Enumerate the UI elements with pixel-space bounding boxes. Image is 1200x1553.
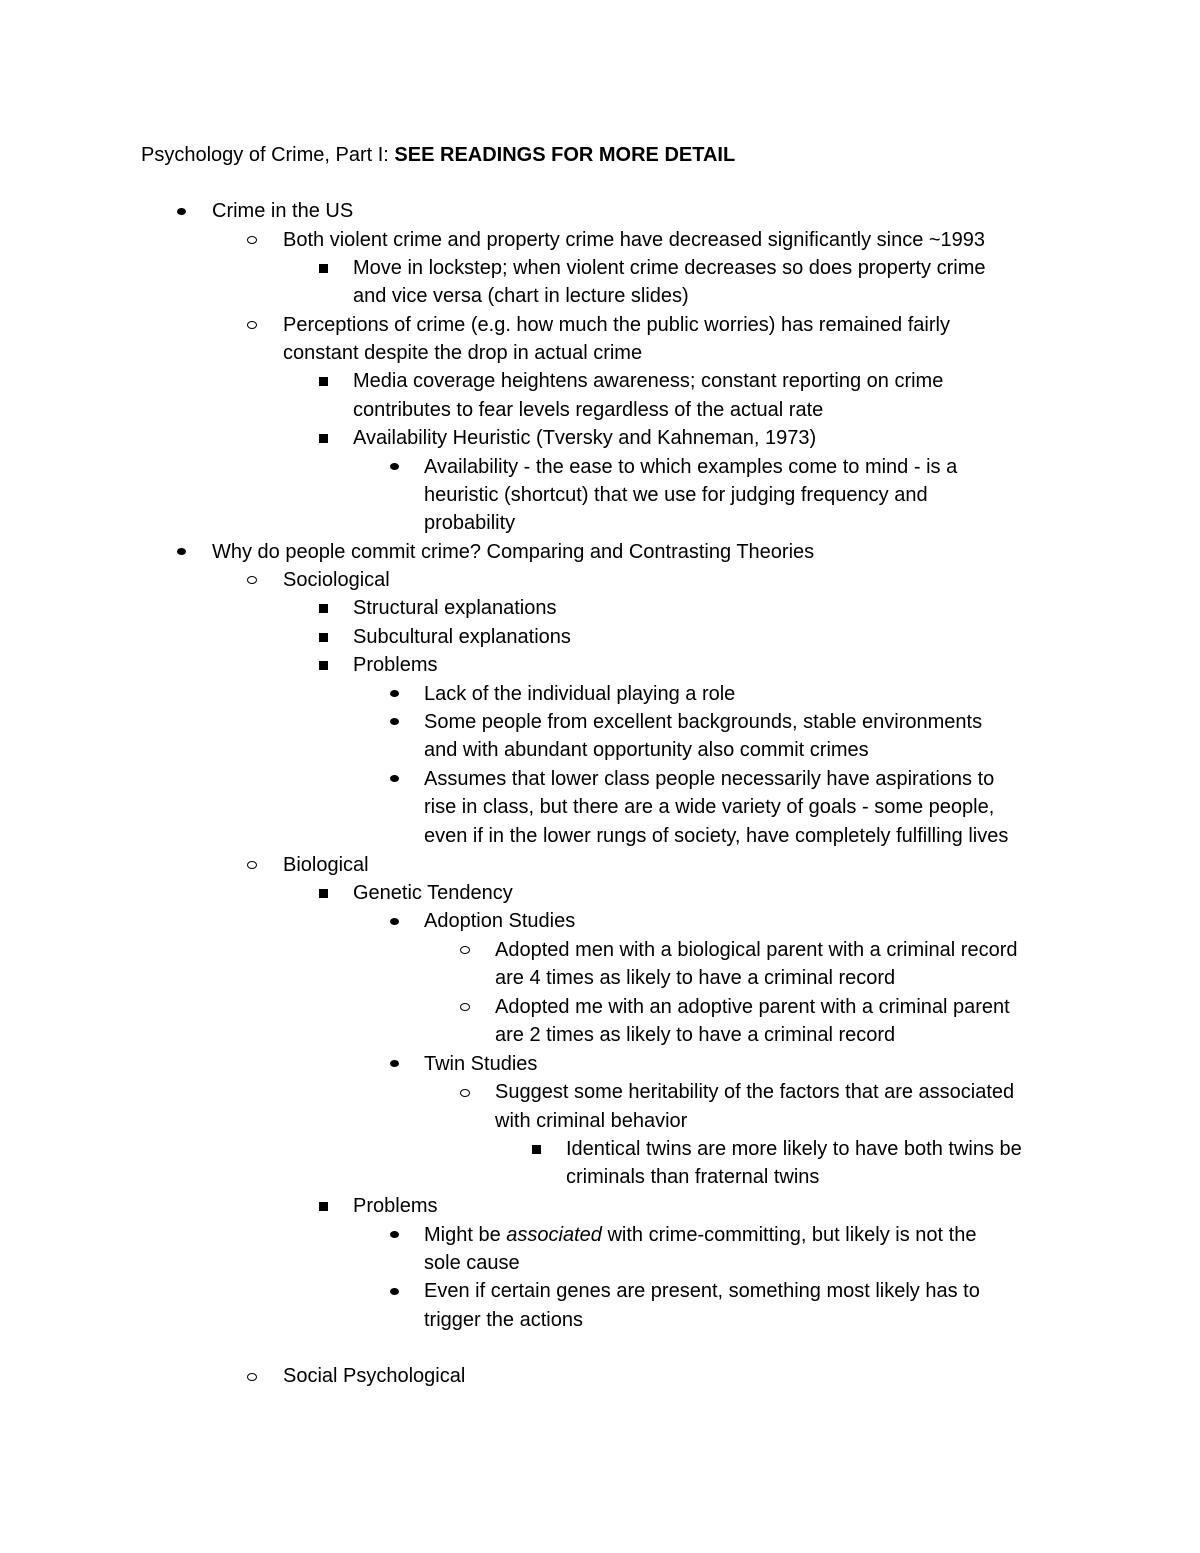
list-item-continuation: trigger the actions [424,1309,583,1331]
list-item: Both violent crime and property crime have decreased significantly since ~1993 [283,229,986,251]
bullet-circle-icon [460,1003,470,1011]
bullet-disc-icon [390,718,399,725]
might-be-italic: associated [506,1224,602,1246]
bullet-square-icon [319,633,328,642]
list-item-continuation: and with abundant opportunity also commit crimes [424,739,869,761]
list-item: Crime in the US [212,200,354,222]
bullet-square-icon [319,434,328,443]
list-item: Assumes that lower class people necessarily have aspirations to [424,768,995,790]
list-item: Adopted men with a biological parent with a criminal record [495,939,1018,961]
list-item: Even if certain genes are present, something most likely has to [424,1280,980,1302]
list-item: Subcultural explanations [353,626,571,648]
list-item: Availability Heuristic (Tversky and Kahneman, 1973) [353,427,817,449]
document-title [141,141,735,169]
bullet-circle-icon [247,1373,257,1381]
list-item: Suggest some heritability of the factors that are associated [495,1081,1015,1103]
list-item: Availability - the ease to which examples come to mind - is a [424,456,958,478]
list-item-continuation: are 4 times as likely to have a criminal record [495,967,896,989]
list-item: Some people from excellent backgrounds, stable environments [424,711,983,733]
list-item: Perceptions of crime (e.g. how much the public worries) has remained fairly [283,314,950,336]
bullet-disc-icon [390,1231,399,1238]
list-item-continuation: contributes to fear levels regardless of the actual rate [353,399,824,421]
list-item: Adopted me with an adoptive parent with a criminal parent [495,996,1010,1018]
bullet-circle-icon [247,861,257,869]
bullet-disc-icon [390,1060,399,1067]
list-item: Why do people commit crime? Comparing and Contrasting Theories [212,541,815,563]
list-item-continuation: criminals than fraternal twins [566,1166,820,1188]
bullet-square-icon [319,661,328,670]
list-item-continuation: and vice versa (chart in lecture slides) [353,285,689,307]
list-item: Social Psychological [283,1365,466,1387]
bullet-square-icon [319,1202,328,1211]
list-item: Lack of the individual playing a role [424,683,736,705]
title-text: Psychology of Crime, Part I: [141,144,395,166]
list-item: Twin Studies [424,1053,538,1075]
list-item: Adoption Studies [424,910,576,932]
might-be-suffix: with crime-committing, but likely is not the [607,1224,977,1246]
list-item-continuation: sole cause [424,1252,520,1274]
might-be-prefix: Might be [424,1224,507,1246]
list-item [424,1221,976,1249]
list-item: Identical twins are more likely to have both twins be [566,1138,1022,1160]
bullet-circle-icon [460,1089,470,1097]
bullet-circle-icon [460,946,470,954]
bullet-square-icon [319,889,328,898]
list-item: Move in lockstep; when violent crime decreases so does property crime [353,257,986,279]
list-item: Genetic Tendency [353,882,513,904]
bullet-disc-icon [177,208,186,215]
list-item-continuation: rise in class, but there are a wide variety of goals - some people, [424,796,995,818]
bullet-circle-icon [247,576,257,584]
bullet-disc-icon [177,548,186,555]
list-item: Sociological [283,569,390,591]
bullet-circle-icon [247,236,257,244]
list-item-continuation: probability [424,512,516,534]
bullet-disc-icon [390,918,399,925]
list-item: Media coverage heightens awareness; constant reporting on crime [353,370,944,392]
list-item: Problems [353,654,438,676]
list-item-continuation: constant despite the drop in actual crime [283,342,643,364]
list-item-continuation: with criminal behavior [495,1110,688,1132]
list-item: Problems [353,1195,438,1217]
bullet-square-icon [532,1145,541,1154]
list-item-continuation: are 2 times as likely to have a criminal record [495,1024,896,1046]
list-item-continuation: heuristic (shortcut) that we use for judging frequency and [424,484,928,506]
bullet-disc-icon [390,690,399,697]
bullet-square-icon [319,604,328,613]
bullet-circle-icon [247,321,257,329]
bullet-disc-icon [390,463,399,470]
bullet-square-icon [319,377,328,386]
bullet-disc-icon [390,775,399,782]
title-bold-text: SEE READINGS FOR MORE DETAIL [394,144,736,166]
list-item: Biological [283,854,369,876]
list-item-continuation: even if in the lower rungs of society, have completely fulfilling lives [424,825,1009,847]
bullet-square-icon [319,264,328,273]
list-item: Structural explanations [353,597,557,619]
bullet-disc-icon [390,1288,399,1295]
